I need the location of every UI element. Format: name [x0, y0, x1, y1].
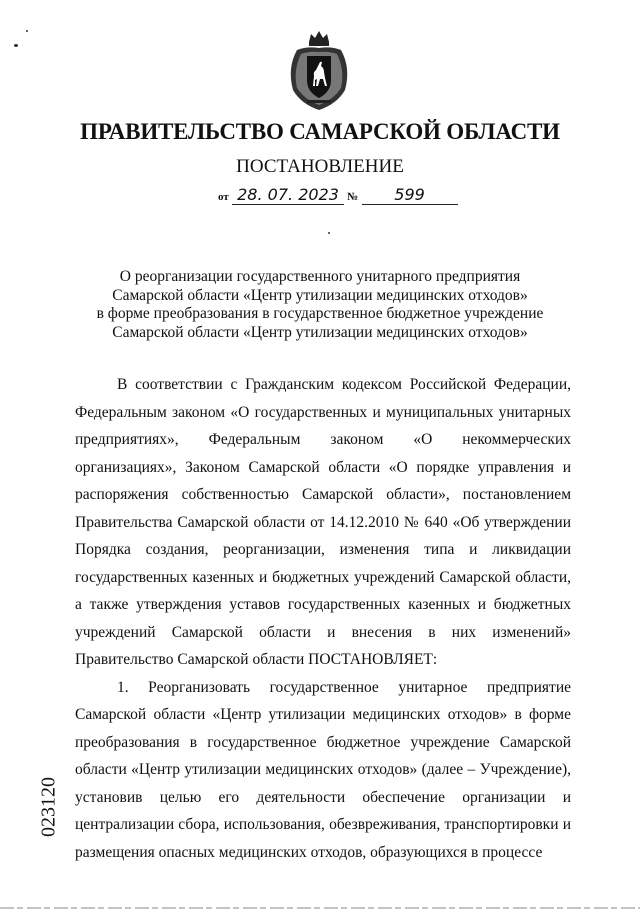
margin-stamp — [36, 776, 62, 838]
scan-speck — [14, 44, 18, 47]
subject-line: Самарской области «Центр утилизации медицинских отходов» — [112, 323, 528, 341]
organization-title: ПРАВИТЕЛЬСТВО САМАРСКОЙ ОБЛАСТИ — [80, 119, 560, 144]
number-label: № — [347, 191, 359, 203]
subject-line: О реорганизации государственного унитарного предприятия — [119, 268, 521, 285]
subject-line: Самарской области «Центр утилизации медицинских отходов» — [112, 286, 528, 304]
coat-of-arms-icon — [283, 28, 355, 112]
scan-edge-line — [0, 905, 640, 911]
margin-stamp-number: 023120 — [37, 777, 60, 837]
scan-speck — [328, 232, 330, 234]
scan-speck — [26, 30, 28, 32]
body-paragraph-item-1: 1. Реорганизовать государственное унитарное предприятие Самарской области «Центр утилизации медицинских отходов» в форме преобразования в государственное бюджетное учреждение Самарской области «Центр утилизации медицинских отходов» (далее – Учреждение), установив целью его деятельности обеспечение организации и централизации сбора, использования, обезвреживания, транспортировки и размещения опасных медицинских отходов, образующихся в процессе — [75, 678, 571, 861]
date-label: от — [218, 191, 229, 203]
document-type: ПОСТАНОВЛЕНИЕ — [236, 156, 404, 177]
date-value: 28. 07. 2023 — [232, 186, 344, 205]
document-subject — [60, 268, 580, 342]
document-body — [75, 371, 571, 866]
number-value: 599 — [362, 186, 458, 205]
date-number-line — [218, 186, 458, 205]
body-paragraph-preamble: В соответствии с Гражданским кодексом Российской Федерации, Федеральным законом «О государственных и муниципальных унитарных предприятиях», Федеральным законом «О некоммерческих организациях», Законом Самарской области «О порядке управления и распоряжения собственностью Самарской области», постановлением Правительства Самарской области от 14.12.2010 № 640 «Об утверждении Порядка создания, реорганизации, изменения типа и ликвидации государственных казенных и бюджетных учреждений Самарской области, а также утверждения уставов государственных казенных и бюджетных учреждений Самарской области и внесения в них изменений» Правительство Самарской области ПОСТАНОВЛЯЕТ: — [75, 376, 571, 668]
subject-line: в форме преобразования в государственное бюджетное учреждение — [96, 305, 544, 322]
